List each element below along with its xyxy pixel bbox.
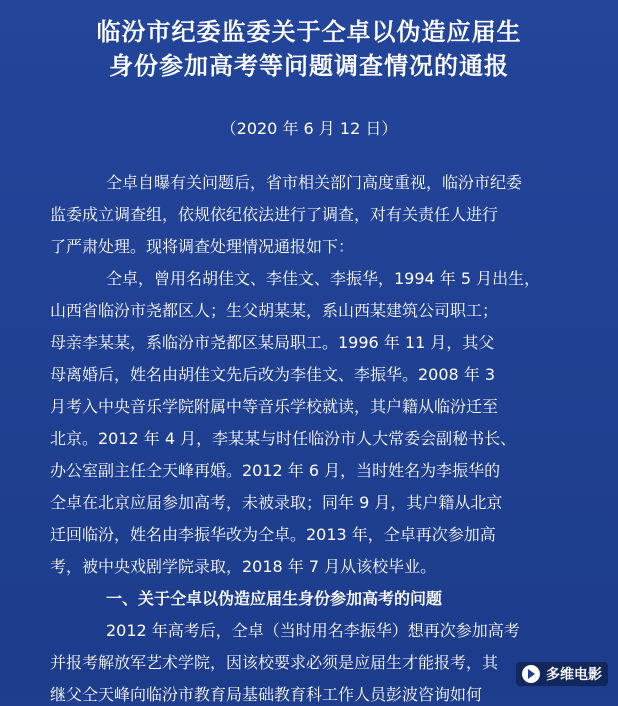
body-line-4: 仝卓，曾用名胡佳文、李佳文、李振华，1994 年 5 月出生， [106, 269, 541, 288]
section-heading-1: 一、关于仝卓以伪造应届生身份参加高考的问题 [106, 589, 443, 608]
watermark [516, 662, 608, 686]
body-line-3: 了严肃处理。现将调查处理情况通报如下： [50, 237, 355, 256]
watermark-text: 多维电影 [546, 667, 602, 683]
body-line-6: 母亲李某某，系临汾市尧都区某局职工。1996 年 11 月，其父 [50, 333, 495, 352]
document-date: （2020 年 6 月 12 日） [220, 119, 398, 138]
body-line-2: 监委成立调查组，依规依纪依法进行了调查，对有关责任人进行 [50, 205, 499, 224]
title-line-1: 临汾市纪委监委关于仝卓以伪造应届生 [96, 18, 522, 46]
body-line-15: 并报考解放军艺术学院，因该校要求必须是应届生才能报考，其 [50, 653, 499, 672]
body-line-10: 办公室副主任仝天峰再婚。2012 年 6 月，当时姓名为李振华的 [50, 461, 501, 480]
body-line-7: 母离婚后，姓名由胡佳文先后改为李佳文、李振华。2008 年 3 [50, 365, 496, 384]
body-line-12: 迁回临汾，姓名由李振华改为仝卓。2013 年，仝卓再次参加高 [50, 525, 496, 544]
body-line-14: 2012 年高考后，仝卓（当时用名李振华）想再次参加高考 [106, 621, 520, 640]
body-line-13: 考，被中央戏剧学院录取，2018 年 7 月从该校毕业。 [50, 557, 437, 576]
title-line-2: 身份参加高考等问题调查情况的通报 [109, 52, 509, 80]
body-line-5: 山西省临汾市尧都区人；生父胡某某，系山西某建筑公司职工； [50, 301, 499, 320]
body-line-16: 继父仝天峰向临汾市教育局基础教育科工作人员彭波咨询如何 [50, 685, 483, 704]
logo-icon [522, 665, 540, 683]
body-line-9: 北京。2012 年 4 月，李某某与时任临汾市人大常委会副秘书长、 [50, 429, 517, 448]
body-line-1: 仝卓自曝有关问题后，省市相关部门高度重视，临汾市纪委 [106, 173, 523, 192]
body-line-11: 仝卓在北京应届参加高考，未被录取；同年 9 月，其户籍从北京 [50, 493, 503, 512]
body-line-8: 月考入中央音乐学院附属中等音乐学校就读，其户籍从临汾迁至 [50, 397, 499, 416]
